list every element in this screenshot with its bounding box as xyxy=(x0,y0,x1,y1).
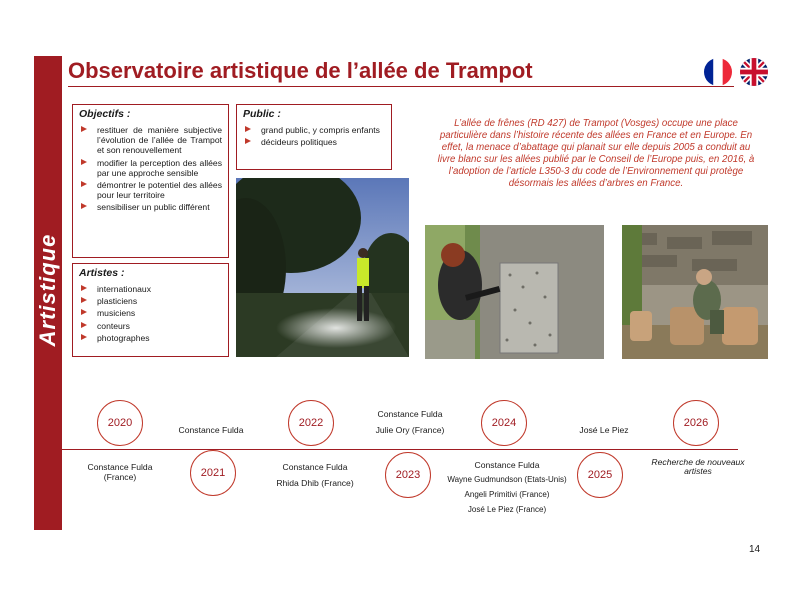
timeline-2021-artist: Constance Fulda xyxy=(178,425,244,435)
list-item: restituer de manière subjective l’évolution de l’allée de Trampot et son renouvellement xyxy=(79,125,222,156)
timeline-2025-artist: José Le Piez xyxy=(579,425,629,435)
timeline-2020-artist: Constance Fulda xyxy=(87,462,153,472)
timeline-2023-artist-2: Julie Ory (France) xyxy=(375,425,445,435)
bullet-arrow-icon xyxy=(81,181,87,187)
list-item: décideurs politiques xyxy=(243,137,385,147)
list-item: grand public, y compris enfants xyxy=(243,125,385,135)
list-item: plasticiens xyxy=(79,296,222,306)
timeline-axis xyxy=(62,449,738,450)
page-number: 14 xyxy=(749,544,761,555)
bullet-arrow-icon xyxy=(245,138,251,144)
uk-flag-icon[interactable] xyxy=(740,58,768,86)
artistes-title: Artistes : xyxy=(79,267,125,279)
bullet-arrow-icon xyxy=(81,309,87,315)
year-2024-marker: 2024 xyxy=(481,400,527,446)
list-item: démontrer le potentiel des allées pour leur territoire xyxy=(79,180,222,200)
objectifs-box xyxy=(72,104,229,258)
page-title: Observatoire artistique de l’allée de Trampot xyxy=(68,58,533,83)
objectifs-title: Objectifs : xyxy=(79,108,131,120)
bullet-arrow-icon xyxy=(81,334,87,340)
bullet-arrow-icon xyxy=(81,297,87,303)
year-2020-marker: 2020 xyxy=(97,400,143,446)
photo-woodcarver xyxy=(622,225,768,359)
list-item: modifier la perception des allées par une approche sensible xyxy=(79,158,222,178)
list-item: sensibiliser un public différent xyxy=(79,202,222,212)
list-item: internationaux xyxy=(79,284,222,294)
timeline-2022-artist-1: Constance Fulda xyxy=(282,462,348,472)
bullet-arrow-icon xyxy=(81,203,87,209)
title-divider xyxy=(68,86,734,87)
timeline-2024-artist-2: Wayne Gudmundson (Etats-Unis) xyxy=(447,475,567,484)
timeline-2024-artist-3: Angeli Primitivi (France) xyxy=(464,490,550,499)
intro-paragraph: L’allée de frênes (RD 427) de Trampot (Vosges) occupe une place particulière dans l’histoire récente des allées en France et en Europe. En effet, la menace d’abattage qui planait sur elle depuis 2005 a conduit au livre blanc sur les allées publié par le Conseil de l’Europe puis, en 2016, à l’adoption de l’article L350-3 du code de l’Environnement qui protège désormais les allées d’arbres en France. xyxy=(437,118,755,189)
french-flag-icon[interactable] xyxy=(704,58,732,86)
timeline-2026-note-1: Recherche de nouveaux xyxy=(651,457,745,467)
timeline-2020-country: (France) xyxy=(103,472,137,482)
timeline-2026-note-2: artistes xyxy=(684,466,712,476)
artistes-list xyxy=(73,284,228,343)
sidebar-label: Artistique xyxy=(35,233,60,347)
public-box xyxy=(236,104,392,170)
bullet-arrow-icon xyxy=(81,159,87,165)
list-item: conteurs xyxy=(79,321,222,331)
bullet-arrow-icon xyxy=(81,285,87,291)
public-title: Public : xyxy=(243,108,281,120)
photo-night-road xyxy=(236,178,409,357)
public-list xyxy=(237,125,391,147)
bullet-arrow-icon xyxy=(81,322,87,328)
year-2025-marker: 2025 xyxy=(577,452,623,498)
timeline-2023-artist-1: Constance Fulda xyxy=(377,409,443,419)
year-2022-marker: 2022 xyxy=(288,400,334,446)
bullet-arrow-icon xyxy=(81,126,87,132)
photo-tree-recording xyxy=(425,225,604,359)
year-2023-marker: 2023 xyxy=(385,452,431,498)
year-2026-marker: 2026 xyxy=(673,400,719,446)
artistes-box xyxy=(72,263,229,357)
timeline-2024-artist-1: Constance Fulda xyxy=(474,460,540,470)
bullet-arrow-icon xyxy=(245,126,251,132)
year-2021-marker: 2021 xyxy=(190,450,236,496)
list-item: photographes xyxy=(79,333,222,343)
list-item: musiciens xyxy=(79,308,222,318)
timeline-2024-artist-4: José Le Piez (France) xyxy=(467,505,547,514)
timeline-2022-artist-2: Rhida Dhib (France) xyxy=(276,478,354,488)
objectifs-list xyxy=(73,125,228,213)
